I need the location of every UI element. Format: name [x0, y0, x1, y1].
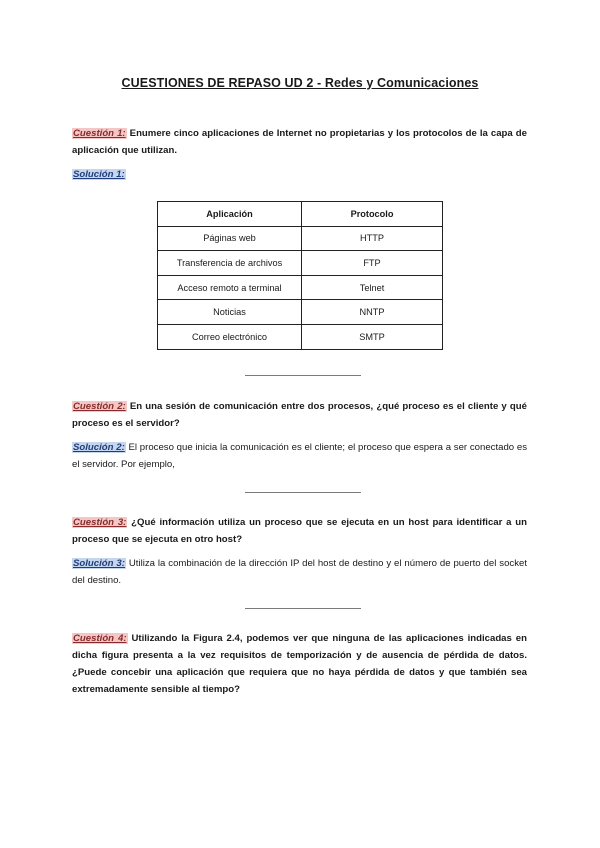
table-row — [158, 275, 443, 300]
table-cell: SMTP — [302, 324, 443, 349]
table-header-cell: Protocolo — [302, 202, 443, 227]
table-row — [158, 324, 443, 349]
table-cell: HTTP — [302, 226, 443, 251]
page-title: CUESTIONES DE REPASO UD 2 - Redes y Comunicaciones — [121, 76, 479, 90]
table-cell: Telnet — [302, 275, 443, 300]
table-cell: Correo electrónico — [158, 324, 302, 349]
table-cell: NNTP — [302, 300, 443, 325]
question-4-text-before: Utilizando la — [127, 633, 194, 644]
question-2-label: Cuestión 2: — [73, 401, 126, 412]
solution-1 — [72, 166, 527, 183]
table-header-row — [158, 202, 443, 227]
solution-2-text: El proceso que inicia la comunicación es el cliente; el proceso que espera a ser conectado es el servidor. Por ejemplo, — [72, 442, 527, 470]
question-1-text: Enumere cinco aplicaciones de Internet no propietarias y los protocolos de la capa de aplicación que utilizan. — [72, 128, 527, 156]
solution-1-label: Solución 1: — [73, 169, 125, 180]
figure-reference: Figura 2.4 — [193, 633, 240, 644]
question-3-label: Cuestión 3: — [73, 517, 127, 528]
question-4 — [72, 630, 527, 698]
table-header-cell: Aplicación — [158, 202, 302, 227]
question-3-text: ¿Qué información utiliza un proceso que se ejecuta en un host para identificar a un proceso que se ejecuta en otro host? — [72, 517, 527, 545]
question-2 — [72, 398, 527, 432]
solution-2-label: Solución 2: — [73, 442, 125, 453]
section-divider — [245, 608, 361, 609]
protocols-table — [157, 201, 443, 350]
solution-3-label: Solución 3: — [73, 558, 125, 569]
table-cell: Noticias — [158, 300, 302, 325]
question-4-text-after: , podemos ver que ninguna de las aplicaciones indicadas en dicha figura presenta a la vez requisitos de temporización y de ausencia de pérdida de datos. ¿Puede concebir una aplicación que requiera que no haya pérdida de datos y que también sea extremadamente sensible al tiempo? — [72, 633, 527, 695]
table-row — [158, 251, 443, 276]
table-cell: Transferencia de archivos — [158, 251, 302, 276]
solution-3-text: Utiliza la combinación de la dirección IP del host de destino y el número de puerto del socket del destino. — [72, 558, 527, 586]
question-4-label: Cuestión 4: — [73, 633, 127, 644]
section-divider — [245, 492, 361, 493]
table-cell: FTP — [302, 251, 443, 276]
question-3 — [72, 514, 527, 548]
question-1 — [72, 125, 527, 159]
solution-2 — [72, 439, 527, 473]
solution-3 — [72, 555, 527, 589]
section-divider — [245, 375, 361, 376]
question-2-text: En una sesión de comunicación entre dos procesos, ¿qué proceso es el cliente y qué proceso es el servidor? — [72, 401, 527, 429]
table-cell: Páginas web — [158, 226, 302, 251]
table-row — [158, 300, 443, 325]
table-cell: Acceso remoto a terminal — [158, 275, 302, 300]
question-1-label: Cuestión 1: — [73, 128, 126, 139]
table-row — [158, 226, 443, 251]
